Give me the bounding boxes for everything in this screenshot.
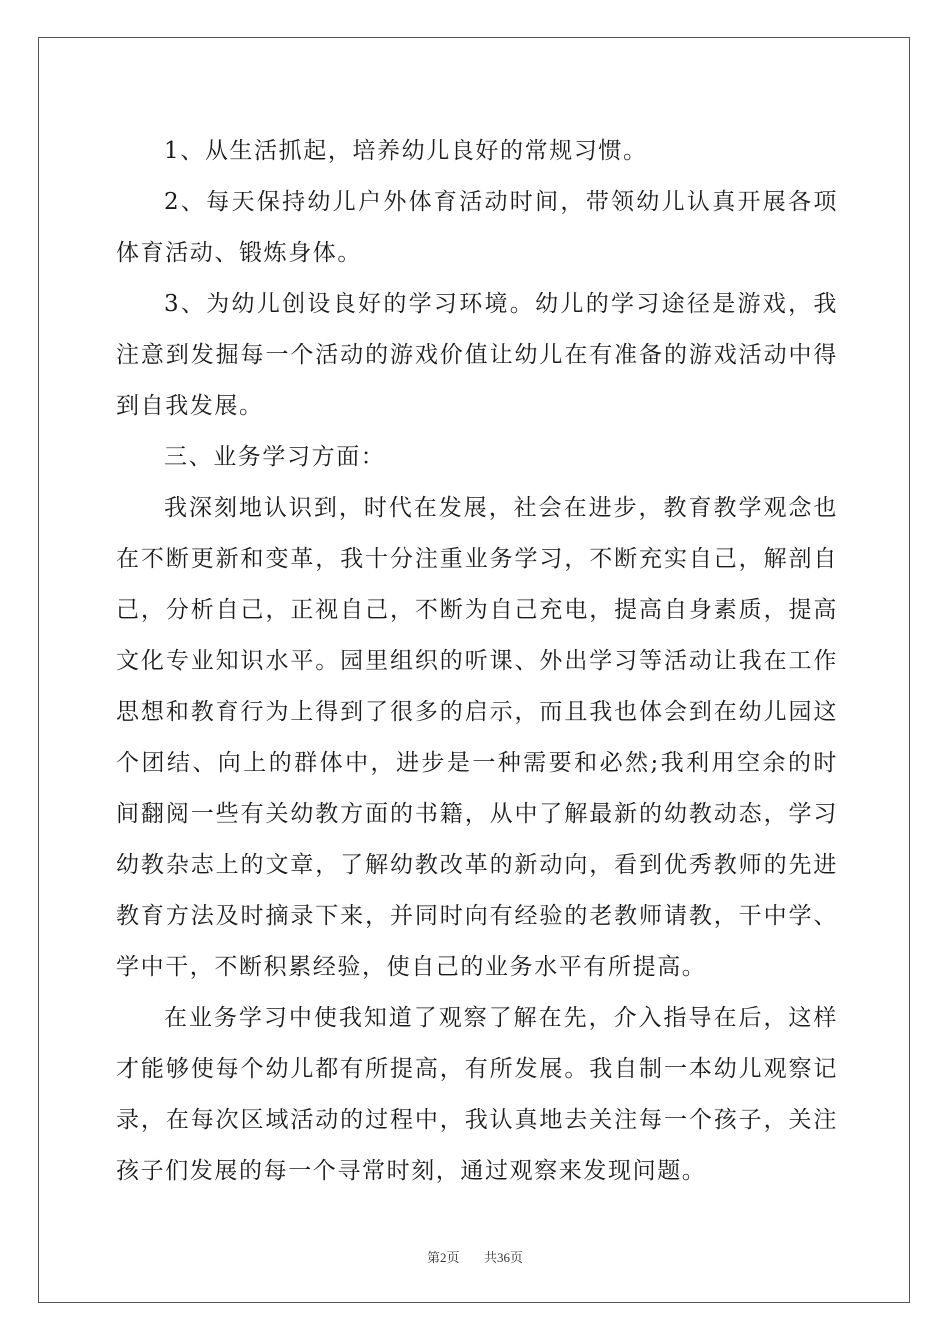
paragraph-2: 2、每天保持幼儿户外体育活动时间，带领幼儿认真开展各项体育活动、锻炼身体。 bbox=[116, 189, 838, 266]
document-body bbox=[116, 126, 838, 1197]
page-footer bbox=[0, 1247, 950, 1266]
section-heading: 三、业务学习方面： bbox=[164, 444, 386, 470]
paragraph-1: 1、从生活抓起，培养幼儿良好的常规习惯。 bbox=[164, 138, 648, 164]
paragraph-5: 在业务学习中使我知道了观察了解在先，介入指导在后，这样才能够使每个幼儿都有所提高，有所发展。我自制一本幼儿观察记录，在每次区域活动的过程中，我认真地去关注每一个孩子，关注孩子们发展的每一个寻常时刻，通过观察来发现问题。 bbox=[116, 1005, 838, 1184]
paragraph-3: 3、为幼儿创设良好的学习环境。幼儿的学习途径是游戏，我注意到发掘每一个活动的游戏价值让幼儿在有准备的游戏活动中得到自我发展。 bbox=[116, 291, 838, 419]
page-total: 共36页 bbox=[484, 1250, 524, 1265]
page-number: 第2页 bbox=[426, 1250, 460, 1265]
paragraph-4: 我深刻地认识到，时代在发展，社会在进步，教育教学观念也在不断更新和变革，我十分注重业务学习，不断充实自己，解剖自己，分析自己，正视自己，不断为自己充电，提高自身素质，提高文化专业知识水平。园里组织的听课、外出学习等活动让我在工作思想和教育行为上得到了很多的启示，而且我也体会到在幼儿园这个团结、向上的群体中，进步是一种需要和必然;我利用空余的时间翻阅一些有关幼教方面的书籍，从中了解最新的幼教动态，学习幼教杂志上的文章，了解幼教改革的新动向，看到优秀教师的先进教育方法及时摘录下来，并同时向有经验的老教师请教，干中学、学中干，不断积累经验，使自己的业务水平有所提高。 bbox=[116, 495, 838, 980]
